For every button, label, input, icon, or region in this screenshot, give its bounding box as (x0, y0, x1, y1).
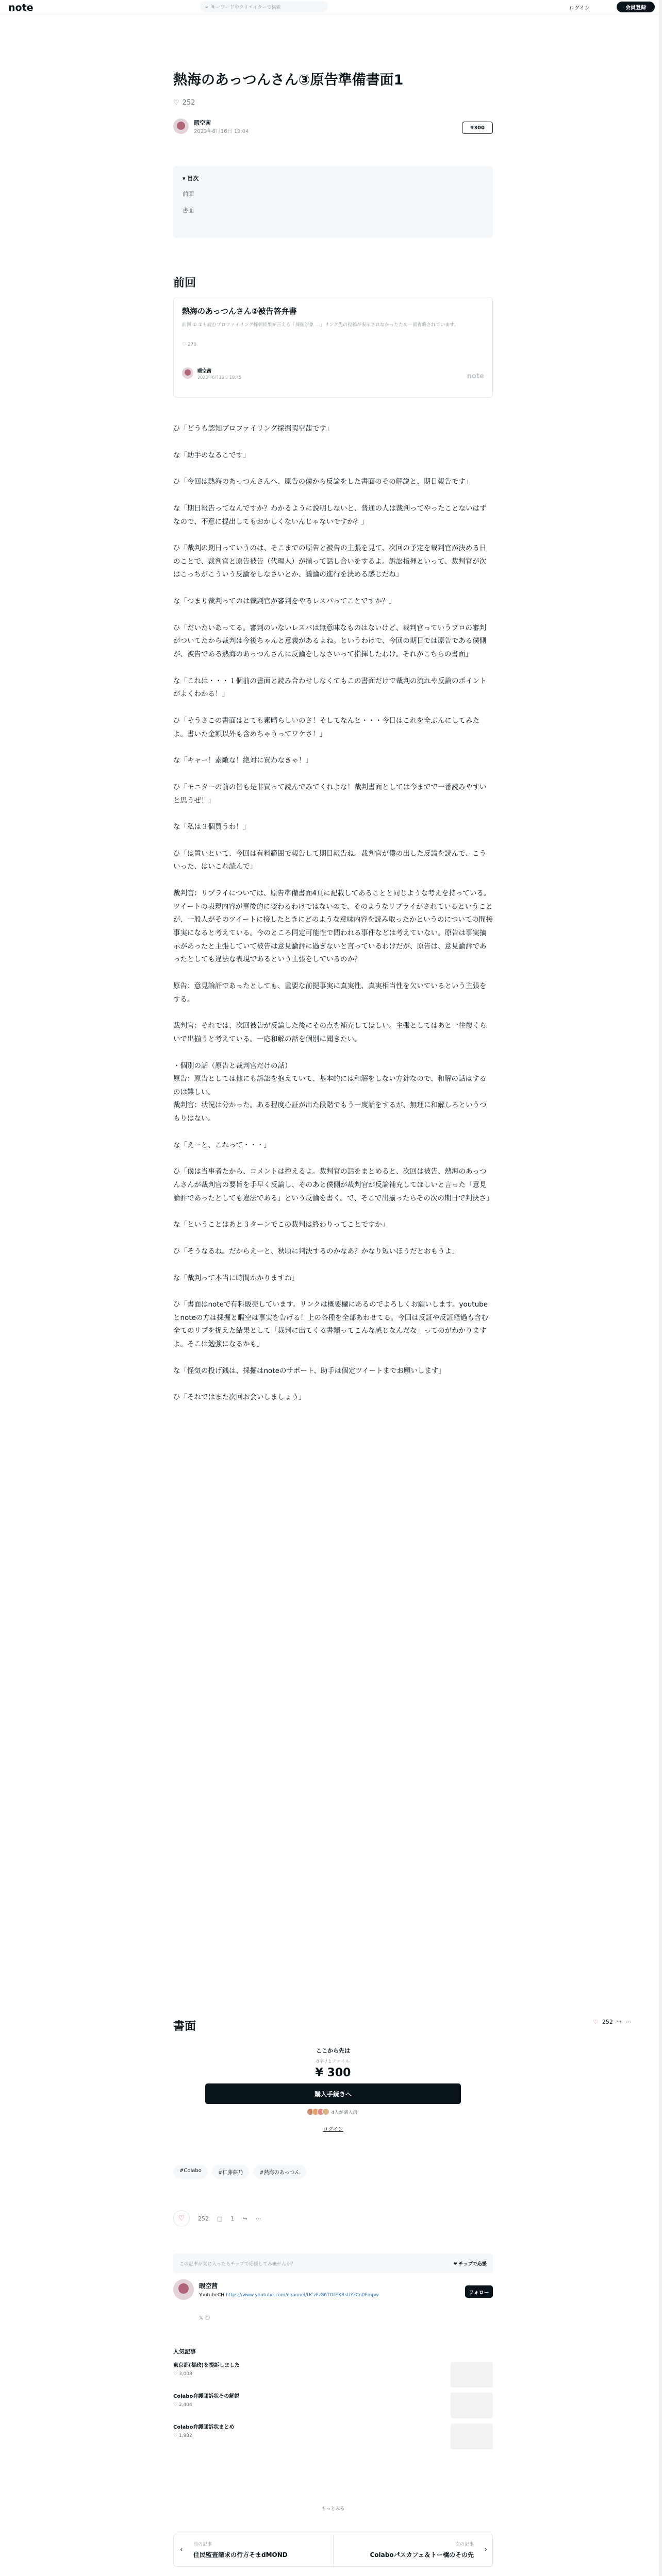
paywall-login-link[interactable]: ログイン (323, 2127, 343, 2132)
card-author-name: 暇空茜 (197, 369, 212, 374)
list-item[interactable] (173, 2422, 493, 2453)
heart-icon[interactable]: ♡ (593, 2019, 598, 2025)
author-block (173, 117, 493, 138)
body-paragraph: ひ「書面はnoteで有料販売しています。リンクは概要欄にあるのでよろしくお願いします。youtubeとnoteの方は採掘と暇空は事実を告げる！上の各種を全部あわせてる。今回は反証や反証経過も含む全てのリプを捉えた結果として「裁判に出てくる書類ってこんな感じなんだな」ってのがわかりますよ。そこは勉強になるかも」 (173, 1300, 488, 1349)
floating-like-count: 252 (602, 2019, 613, 2025)
youtube-link[interactable]: https://www.youtube.com/channel/UCzFz86TOtEXRsUYzCn0Fmpw (225, 2293, 379, 2298)
like-count: 252 (182, 99, 195, 107)
body-paragraph: ひ「そうさこの書面はとても素晴らしいのさ！そしてなんと・・・今日はこれを全ぶんにしてみたよ。書いた金額以外も含めちゃうってワケさ！」 (173, 716, 479, 738)
next-article-link[interactable] (334, 2534, 493, 2567)
sns-icons[interactable]: 𝕏 ⓝ (199, 2315, 210, 2321)
body-paragraph: 裁判官：それでは、次回被告が反論した後にその点を補充してほしい。主張としてはあと一往復くらいで出揃うと考えている。一応和解の話を個別に聞きたい。 (173, 1022, 487, 1043)
body-paragraph: な「これは・・・１個前の書面と読み合わせしなくてもこの書面だけで裁判の流れや反論のポイントがよくわかる！」 (173, 676, 487, 699)
avatar (182, 367, 193, 379)
body-paragraph: ひ「そうなるね。だからえーと、秋頃に判決するのかなあ？かなり短いほうだとおもうよ」 (173, 1247, 459, 1256)
body-paragraph: な「裁判って本当に時間かかりますね」 (173, 1274, 299, 1282)
tip-text: この記事が気に入ったらチップで応援してみませんか？ (179, 2261, 296, 2267)
paywall-meta: 0字 / 1ファイル (316, 2059, 350, 2064)
paywall-price: ¥ 300 (315, 2066, 351, 2079)
card-snippet: 前回 ① ①も読むプロファイリング採掘結果が言える「採掘対象 …」リンク先の投稿が表示されなかったため一部省略されています。 (182, 323, 459, 328)
register-button[interactable]: 会員登録 (617, 2, 655, 12)
toc-heading[interactable]: ▾ 目次 (183, 175, 199, 182)
buyer-avatars (309, 2108, 329, 2115)
search-placeholder: キーワードやクリエイターで検索 (211, 5, 281, 10)
card-date: 2023年6月16日 18:45 (197, 375, 242, 380)
more-icon[interactable]: ⋯ (626, 2019, 632, 2025)
login-link[interactable]: ログイン (569, 6, 590, 11)
next-label: 次の記事 (455, 2542, 474, 2547)
body-paragraph: ひ「僕は当事者たから、コメントは控えるよ。裁判官の話をまとめると、次回は被告、熱海のあっつんさんが裁判官の要旨を手早く反論し、そのあと僕側が裁判官が反論補充してほしいと言った「意見論評であったとしても違法である」という反論を書く。で、そこで出揃ったらその次の期日で判決さ」 (173, 1167, 493, 1202)
purchase-button[interactable]: 購入手続きへ (205, 2083, 461, 2104)
avatar[interactable] (173, 2279, 194, 2300)
more-link[interactable]: もっとみる (321, 2506, 345, 2512)
body-paragraph: な「怪気の投げ銭は、採掘はnoteのサポート、助手は個定ツイートまでお願いします」 (173, 1366, 446, 1375)
next-title: Colaboパスカフェ＆トー橋のその先 (370, 2551, 474, 2558)
follow-button[interactable]: フォロー (465, 2285, 493, 2298)
popular-title: Colabo弁護団訴状その解説 (173, 2394, 240, 2399)
body-paragraph: 裁判官：リプライについては、原告準備書面4頁に記載してあることと同じような考えを持っている。ツイートの表現内容が事後的に変わるわけではないので、そのようなリプライがされているということが、一般人がそのツイートに接したときにどのような意味内容を読み取ったかというのについての間接事実になると考えている。今のところ同定可能性で問われる事件などは考えていない。原告は事実摘示があったと主張していて被告は意見論評に過ぎないと言っているわけだが、原告は、意見論評であったとしても違法な表現であるという主張をしているのか？ (173, 889, 493, 964)
scrollbar[interactable] (659, 0, 662, 2576)
body-paragraph: な「キャー！素敵な！絶対に買わなきゃ！」 (173, 756, 312, 765)
chevron-right-icon: › (484, 2546, 487, 2554)
toc-item-prev[interactable]: 前回 (183, 191, 194, 197)
tag-colabo[interactable]: #Colabo (173, 2165, 208, 2179)
publish-date: 2023年6月16日 19:04 (194, 129, 249, 134)
popular-likes: ♡ 3,008 (173, 2371, 192, 2377)
price-badge: ¥300 (462, 122, 493, 134)
body-paragraph: ひ「どうも認知プロファイリング採掘暇空茜です」 (173, 425, 333, 433)
tip-banner (173, 2253, 493, 2273)
buyers-row (173, 2108, 493, 2115)
tip-button[interactable]: ❤ チップで応援 (453, 2261, 487, 2267)
heart-icon[interactable]: ♡ (173, 99, 179, 107)
popular-likes: ♡ 2,404 (173, 2402, 192, 2408)
like-count: 252 (198, 2215, 209, 2222)
tag-list (173, 2165, 493, 2179)
body-paragraph: ひ「今回は熱海のあっつんさんへ、原告の僕から反論をした書面のその解説と、期日報告です」 (173, 478, 473, 486)
search-input[interactable] (200, 1, 328, 12)
popular-likes: ♡ 1,982 (173, 2433, 192, 2438)
section-heading-prev: 前回 (173, 277, 196, 290)
body-paragraph: ・個別の話（原告と裁判官だけの話） 原告：原告としては他にも訴訟を抱えていて、基本的には和解をしない方針なので、和解の話はするのは難しい。 裁判官：状況は分かった。ある程度心証が出た段階でもう一度話をするが、無理に和解しろというつもりはない。 (173, 1061, 487, 1123)
toc-item-shomen[interactable]: 書面 (183, 207, 194, 214)
creator-name[interactable]: 暇空茜 (199, 2282, 218, 2290)
floating-actions (593, 2019, 632, 2025)
comment-count: 1 (230, 2215, 235, 2222)
prev-label: 前の記事 (193, 2542, 212, 2547)
creator-description: YoutubeCH https://www.youtube.com/channel/UCzFz86TOtEXRsUYzCn0Fmpw (199, 2293, 379, 2298)
body-paragraph: な「助手のなるこです」 (173, 451, 250, 460)
body-paragraph: ひ「は置いといて、今回は有料範囲で報告して期日報告ね。裁判官が僕の出した反論を読んで、こういった、はいこれ読んで」 (173, 849, 486, 871)
body-paragraph: ひ「それではまた次回お会いしましょう」 (173, 1393, 306, 1402)
body-paragraph: な「ということはあと３ターンでこの裁判は終わりってことですか」 (173, 1221, 389, 1229)
body-paragraph: な「えーと、これって・・・」 (173, 1141, 271, 1149)
note-logo[interactable]: note (8, 2, 34, 13)
share-icon[interactable]: ↪ (617, 2019, 622, 2025)
comment-icon[interactable]: □ (217, 2215, 223, 2222)
more-icon[interactable]: ⋯ (255, 2215, 261, 2222)
body-paragraph: ひ「だいたいあってる。審判のいないレスバは無意味なものはないけど、裁判官っていうプロの審判がついてたから裁判は今後ちゃんと意義があるよね。というわけで、今回の期日では原告である僕側が、被告である熱海のあっつんさんに反論をしなさいって指揮したわけ。それがこちらの書面」 (173, 623, 487, 659)
body-paragraph: な「期日報告ってなんですか？わかるように説明しないと、普通の人は裁判ってやったことないはずなので、不意に提出してもおかしくないんじゃないですか？」 (173, 504, 487, 526)
body-paragraph: 原告：意見論評であったとしても、重要な前提事実に真実性、真実相当性を欠いているという主張をする。 (173, 981, 487, 1004)
article-title: 熱海のあっつんさん③原告準備書面1 (173, 72, 404, 88)
card-title: 熱海のあっつんさん②被告答弁書 (182, 307, 297, 316)
popular-heading: 人気記事 (173, 2348, 196, 2355)
body-paragraph: な「私は３個買うわ！」 (173, 823, 250, 832)
buyers-count: 4人が購入済 (331, 2110, 358, 2115)
popular-title: Colabo弁護団訴状まとめ (173, 2425, 235, 2430)
popular-title: 東京都(都政)を提訴しました (173, 2363, 240, 2368)
paywall (173, 2044, 493, 2137)
creator-profile (173, 2279, 493, 2326)
body-paragraph: な「つまり裁判ってのは裁判官が審判をやるレスバってことですか？」 (173, 597, 396, 606)
thumbnail (451, 2393, 493, 2418)
article-actions (173, 2210, 493, 2227)
card-author (182, 367, 242, 381)
thumbnail (451, 2424, 493, 2449)
embedded-article-card[interactable] (173, 297, 493, 398)
list-item[interactable] (173, 2392, 493, 2422)
author-name[interactable]: 暇空茜 (194, 120, 211, 126)
card-likes: ♡ 270 (182, 342, 197, 347)
like-button[interactable]: ♡ (173, 2210, 190, 2227)
chevron-left-icon: ‹ (180, 2546, 183, 2554)
table-of-contents (173, 166, 493, 238)
prev-next-nav (173, 2534, 493, 2567)
top-header (0, 0, 662, 14)
body-paragraph: ひ「モニターの前の皆も是非買って読んでみてくれよな！裁判書面としては今までで一番読みやすいと思うぜ！」 (173, 783, 487, 805)
prev-title: 住民監査請求の行方そまdMOND (193, 2551, 288, 2558)
popular-articles (173, 2347, 493, 2453)
search-icon: ⌕ (205, 4, 208, 10)
tag-nito[interactable]: #仁藤夢乃 (212, 2165, 249, 2179)
avatar[interactable] (173, 118, 189, 134)
list-item[interactable] (173, 2361, 493, 2392)
share-icon[interactable]: ↪ (242, 2215, 247, 2222)
body-paragraph: ひ「裁判の期日っていうのは、そこまでの原告と被告の主張を見て、次回の予定を裁判官が決める日のことで、裁判官と原告被告（代理人）が揃って話し合いをするよ。訴訟指揮といって、裁判官が次はこっちがこういう反論をしなさいとか、議論の進行を決める感じだね」 (173, 544, 487, 579)
tag-atsun[interactable]: #熱海のあっつん (253, 2165, 306, 2179)
article-body (173, 422, 493, 1418)
section-heading-shomen: 書面 (173, 2020, 196, 2033)
paywall-from: ここから先は (316, 2047, 350, 2054)
prev-article-link[interactable] (174, 2534, 334, 2567)
thumbnail (451, 2362, 493, 2387)
article-likes-top (173, 99, 493, 107)
note-watermark: note (467, 372, 484, 380)
